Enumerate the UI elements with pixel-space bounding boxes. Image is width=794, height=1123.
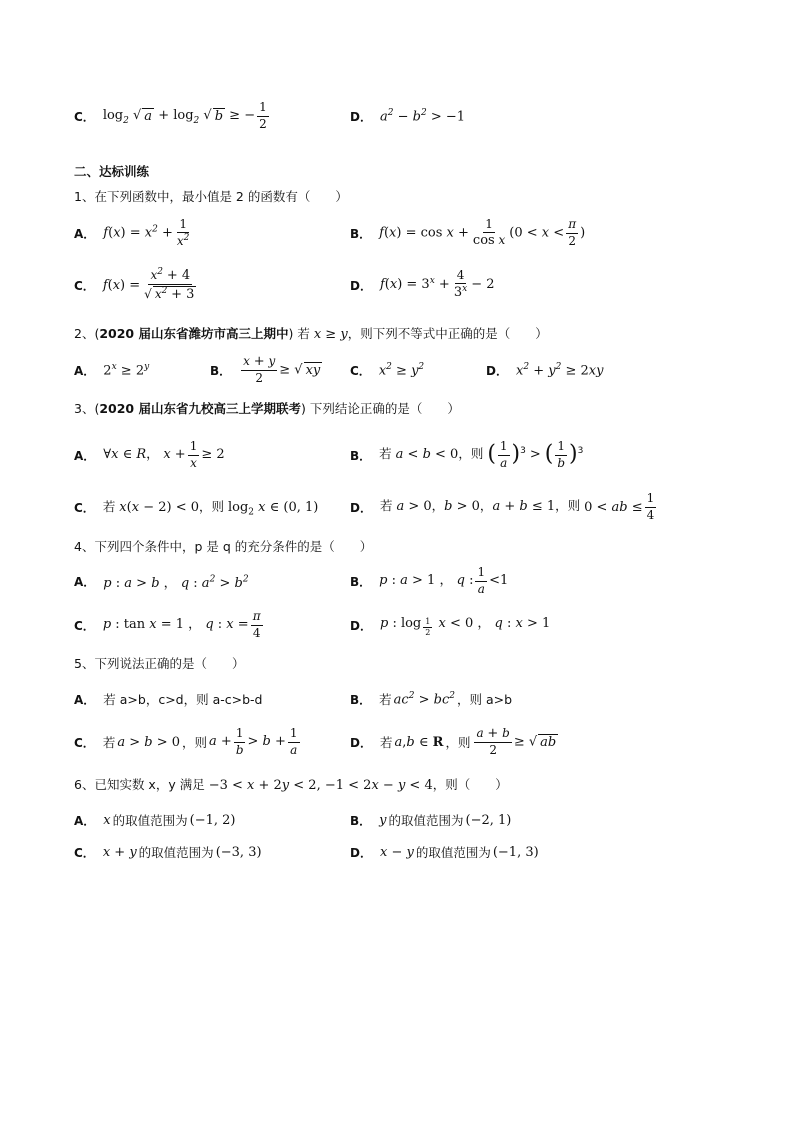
math-expression: (−1, 3) — [492, 844, 539, 860]
option-text: 若 — [102, 735, 116, 750]
question-5-stem: 5、下列说法正确的是（ ） — [74, 656, 245, 671]
stem-text: ) 下列结论正确的是（ ） — [301, 401, 460, 416]
option-text: 的取值范围为 — [388, 813, 464, 828]
section-title: 二、达标训练 — [74, 164, 150, 179]
q1-option-a[interactable] — [74, 218, 193, 248]
q2-option-d[interactable] — [486, 355, 603, 385]
option-label: B． — [350, 813, 372, 828]
q6-option-d[interactable] — [350, 837, 539, 867]
option-text: 若 — [379, 692, 392, 707]
stem-text: 6、已知实数 x，y 满足 — [74, 777, 205, 792]
math-expression: (−1, 2) — [189, 812, 236, 828]
stem-text: ，则（ ） — [432, 777, 508, 792]
stem-text: 2、( — [74, 326, 100, 341]
math-expression: p : log $_{\frac{1}{2}}$ x < 0 ， q : x > 1 — [379, 615, 551, 638]
math-expression: a > b > 0 — [117, 734, 181, 750]
option-label: B． — [350, 448, 372, 463]
math-expression: $\log_2$ √ $a + \log_2$ √ b ≥ − $\frac{1}{2}$ — [102, 100, 267, 131]
q1-option-b[interactable] — [350, 218, 585, 248]
math-expression: f(x) = $\frac{x^2 + 4}{√ x^2 + 3}$ — [102, 266, 195, 302]
option-label: C． — [74, 735, 95, 750]
question-source: 2020 届山东省九校高三上学期联考 — [99, 401, 301, 416]
q4-option-c[interactable] — [74, 610, 265, 640]
q6-option-c[interactable] — [74, 837, 262, 867]
math-expression: p : a > b ， q : $a^2 > b^2$ — [103, 574, 249, 591]
option-label: C． — [350, 363, 371, 378]
option-text: ，则 — [445, 735, 471, 750]
option-label: B． — [350, 226, 372, 241]
option-label: B． — [210, 363, 232, 378]
option-label: C． — [74, 109, 95, 124]
option-label: D． — [350, 278, 372, 293]
option-label: A． — [74, 226, 96, 241]
math-expression: f(x) = cos x + $\frac{1}{\text{cos x}}$ (0 < x < $\frac{\pi}{2}$ ) — [379, 216, 586, 248]
q4-option-a[interactable] — [74, 566, 249, 596]
q3-option-b[interactable] — [350, 440, 583, 470]
q1-option-c[interactable] — [74, 266, 200, 302]
q3-option-c[interactable] — [74, 492, 318, 522]
math-expression: $\frac{a + b}{2}$ ≥ √ ab — [476, 725, 557, 758]
question-source: 2020 届山东省潍坊市高三上期中 — [99, 326, 289, 341]
question-4-stem: 4、下列四个条件中，p 是 q 的充分条件的是（ ） — [74, 539, 373, 554]
q5-option-b[interactable] — [350, 684, 512, 714]
q4-option-b[interactable] — [350, 566, 508, 596]
math-expression: a,b ∈ R — [394, 734, 444, 750]
option-text: 的取值范围为 — [138, 845, 214, 860]
option-label: A． — [74, 692, 96, 707]
option-label: A． — [74, 363, 96, 378]
q6-option-a[interactable] — [74, 805, 236, 835]
q5-option-d[interactable] — [350, 727, 558, 757]
math-expression: (−3, 3) — [215, 844, 262, 860]
math-expression: ∀x ∈ R， x + $\frac{1}{x}$ ≥ 2 — [103, 439, 225, 470]
math-expression: $f(x) = x^2$ + $\frac{1}{x^2}$ — [103, 216, 190, 248]
option-label: C． — [74, 845, 95, 860]
math-expression: 若 a < b < 0，则 ( $\frac{1}{a}$ )$^3$ > ( $\frac{1}{b}$ )$^3$ — [379, 439, 584, 470]
q6-option-b[interactable] — [350, 805, 511, 835]
q2-option-c[interactable] — [350, 355, 424, 385]
question-2-stem — [74, 324, 548, 342]
question-1-stem: 1、在下列函数中，最小值是 2 的函数有（ ） — [74, 189, 348, 204]
option-text: ，则 — [182, 735, 208, 750]
math-expression: (−2, 1) — [465, 812, 512, 828]
option-label: A． — [74, 813, 96, 828]
option-label: B． — [350, 574, 372, 589]
option-label: D． — [350, 500, 372, 515]
math-expression: 若 x(x − 2) < 0，则 $\log_2 x$ ∈ (0, 1) — [102, 498, 319, 518]
math-expression: $x^2 \ge y^2$ — [378, 361, 425, 379]
math-expression: a + $\frac{1}{b}$ > b + $\frac{1}{a}$ — [209, 726, 298, 757]
option-text: ，则 a>b — [456, 692, 513, 707]
stem-text: 3、( — [74, 401, 100, 416]
option-label: C． — [74, 278, 95, 293]
option-label: D． — [486, 363, 508, 378]
option-label: C． — [74, 618, 95, 633]
math-expression: 若 a > 0，b > 0，a + b ≤ 1，则 0 < ab ≤ $\frac{1}{4}$ — [379, 491, 655, 522]
option-label: D． — [350, 109, 372, 124]
math-expression: $ac^2 > bc^2$ — [393, 690, 455, 708]
question-3-stem — [74, 399, 460, 417]
math-expression: −3 < x + 2y < 2, −1 < 2x − y < 4 — [208, 778, 433, 793]
option-label: D． — [350, 845, 372, 860]
option-text: 若 — [379, 735, 393, 750]
math-expression: x ≥ y — [313, 327, 348, 342]
option-text: 的取值范围为 — [415, 845, 491, 860]
option-label: A． — [74, 448, 96, 463]
q2-option-a[interactable] — [74, 355, 149, 385]
stem-text: ，则下列不等式中正确的是（ ） — [347, 326, 548, 341]
q5-option-c[interactable] — [74, 727, 302, 757]
math-expression: x − y — [379, 844, 414, 860]
math-expression: p : tan x = 1 ， q : x = $\frac{\pi}{4}$ — [102, 609, 261, 640]
q3-option-d[interactable] — [350, 492, 658, 522]
math-expression: $\frac{x + y}{2}$ ≥ √ xy — [243, 353, 321, 386]
math-expression: x — [103, 812, 111, 828]
q3-option-a[interactable] — [74, 440, 225, 470]
math-expression: $2^x \ge 2^y$ — [103, 361, 150, 379]
option-text: 若 a>b，c>d，则 a-c>b-d — [103, 692, 263, 707]
option-label: B． — [350, 692, 372, 707]
math-expression: y — [379, 812, 387, 828]
option-label: A． — [74, 574, 96, 589]
q2-option-b[interactable] — [210, 355, 322, 385]
question-6-stem — [74, 775, 508, 793]
option-text: 的取值范围为 — [112, 813, 188, 828]
option-label: D． — [350, 735, 372, 750]
option-label: C． — [74, 500, 95, 515]
math-expression: $a^2 - b^2 > -1$ — [379, 107, 466, 125]
math-expression: $f(x) = 3^x$ + $\frac{4}{3^x}$ − 2 — [379, 268, 495, 301]
math-expression: x + y — [102, 844, 137, 860]
stem-text: ) 若 — [288, 326, 310, 341]
math-expression: $x^2 + y^2 \ge 2xy$ — [515, 361, 604, 379]
math-expression: p : a > 1 ， q : $\frac{1}{a}$ <1 — [379, 565, 509, 596]
q4-option-d[interactable] — [350, 610, 550, 640]
prev-option-c — [74, 101, 271, 131]
q1-option-d[interactable] — [350, 270, 494, 300]
prev-option-d — [350, 101, 465, 131]
option-label: D． — [350, 618, 372, 633]
q5-option-a[interactable] — [74, 684, 263, 714]
